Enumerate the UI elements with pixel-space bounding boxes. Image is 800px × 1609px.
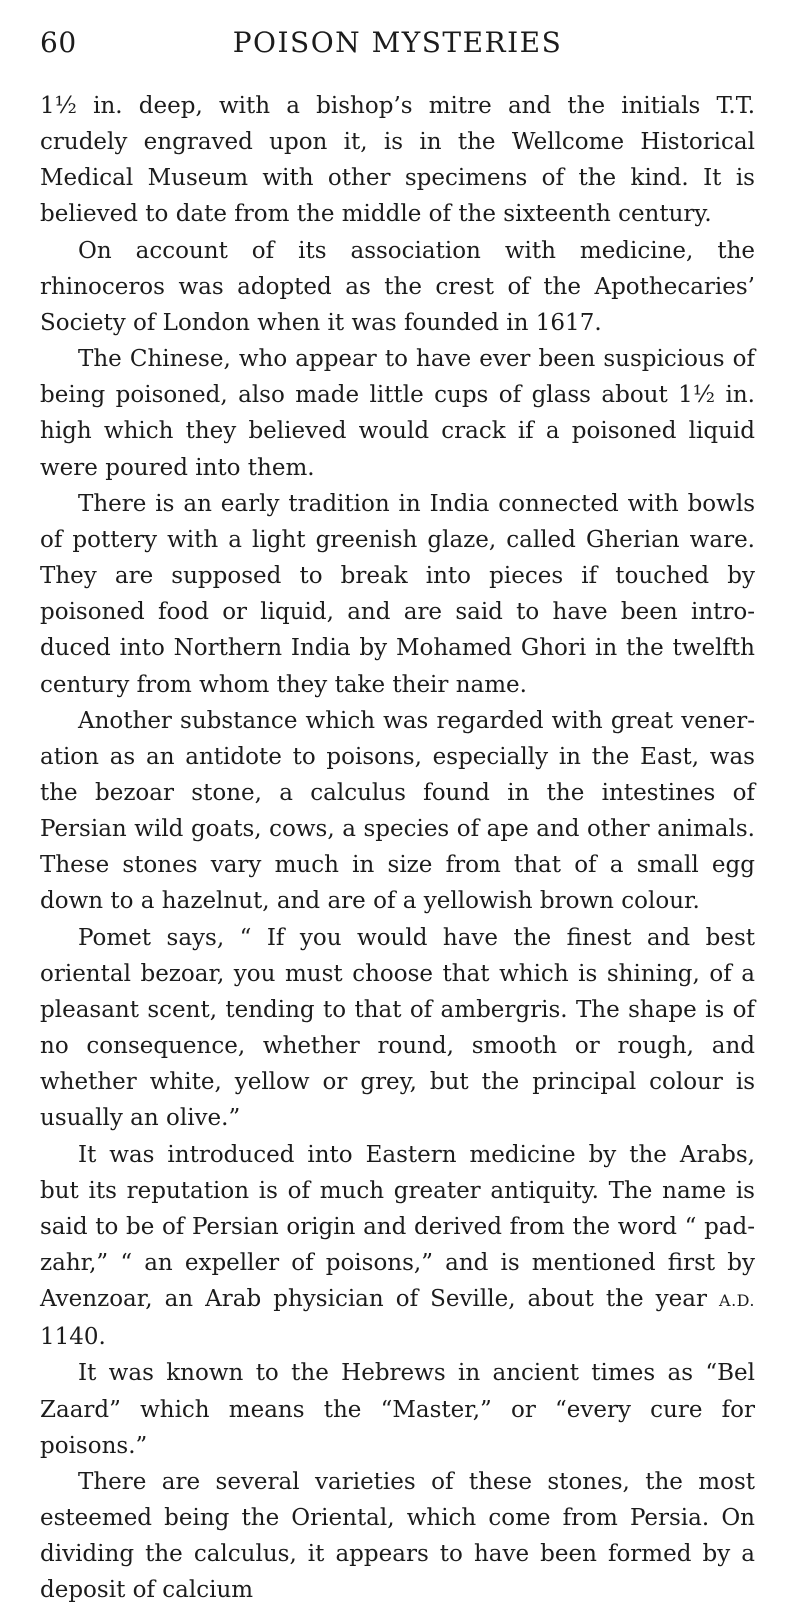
paragraph-continued: 1½ in. deep, with a bishop’s mitre and the initials T.T. crudely engraved upon it, is in the Wellcome Historical Medical Museum with other specimens of the kind. It is believed to date from the middle of the sixteenth century. [40,93,755,228]
paragraph-rhinoceros-crest: On account of its association with medicine, the rhinoceros was adopted as the crest of the Apothecaries’ Society of London when it was founded in 1617. [40,237,755,336]
arab-text-year: 1140. [40,1324,106,1351]
running-title: POISON MYSTERIES [232,26,563,59]
page-number: 60 [40,26,77,59]
era-abbreviation: A.D. [719,1291,755,1311]
paragraph-varieties: There are several varieties of these stones, the most esteemed being the Oriental, which come from Persia. On dividing the calculus, it appears to have been formed by a deposit of calcium [40,1468,755,1604]
body-text [40,88,755,1609]
page-header [40,26,755,66]
paragraph-pomet-quote: Pomet says, “ If you would have the finest and best oriental bezoar, you must choose that which is shining, of a pleasant scent, tending to that of ambergris. The shape is of no consequence, whether round, smooth or rough, and whether white, yellow or grey, but the principal colour is usually an olive.” [40,924,755,1132]
paragraph-arab-medicine [40,1137,755,1356]
arab-text-main: It was introduced into Eastern medicine by the Arabs, but its reputation is of much greater antiquity. The name is said to be of Persian origin and derived from the word “ pad-zahr,” “ an expeller of poisons,” and is mentioned first by Avenzoar, an Arab physician of Seville, about the year [40,1141,755,1313]
paragraph-gherian-ware: There is an early tradition in India connected with bowls of pottery with a light greenish glaze, called Gherian ware. They are supposed to break into pieces if touched by poisoned food or liquid, and are said to have been intro-duced into Northern India by Mohamed Ghori in the twelfth century from whom they take their name. [40,490,755,698]
paragraph-hebrews: It was known to the Hebrews in ancient times as “Bel Zaard” which means the “Master,” or “every cure for poisons.” [40,1360,755,1459]
paragraph-bezoar-stone: Another substance which was regarded with great vener-ation as an antidote to poisons, especially in the East, was the bezoar stone, a calculus found in the intestines of Persian wild goats, cows, a species of ape and other animals. These stones vary much in size from that of a small egg down to a hazelnut, and are of a yellowish brown colour. [40,707,755,915]
paragraph-chinese-glass-cups: The Chinese, who appear to have ever been suspicious of being poisoned, also made little cups of glass about 1½ in. high which they believed would crack if a poisoned liquid were poured into them. [40,346,755,481]
